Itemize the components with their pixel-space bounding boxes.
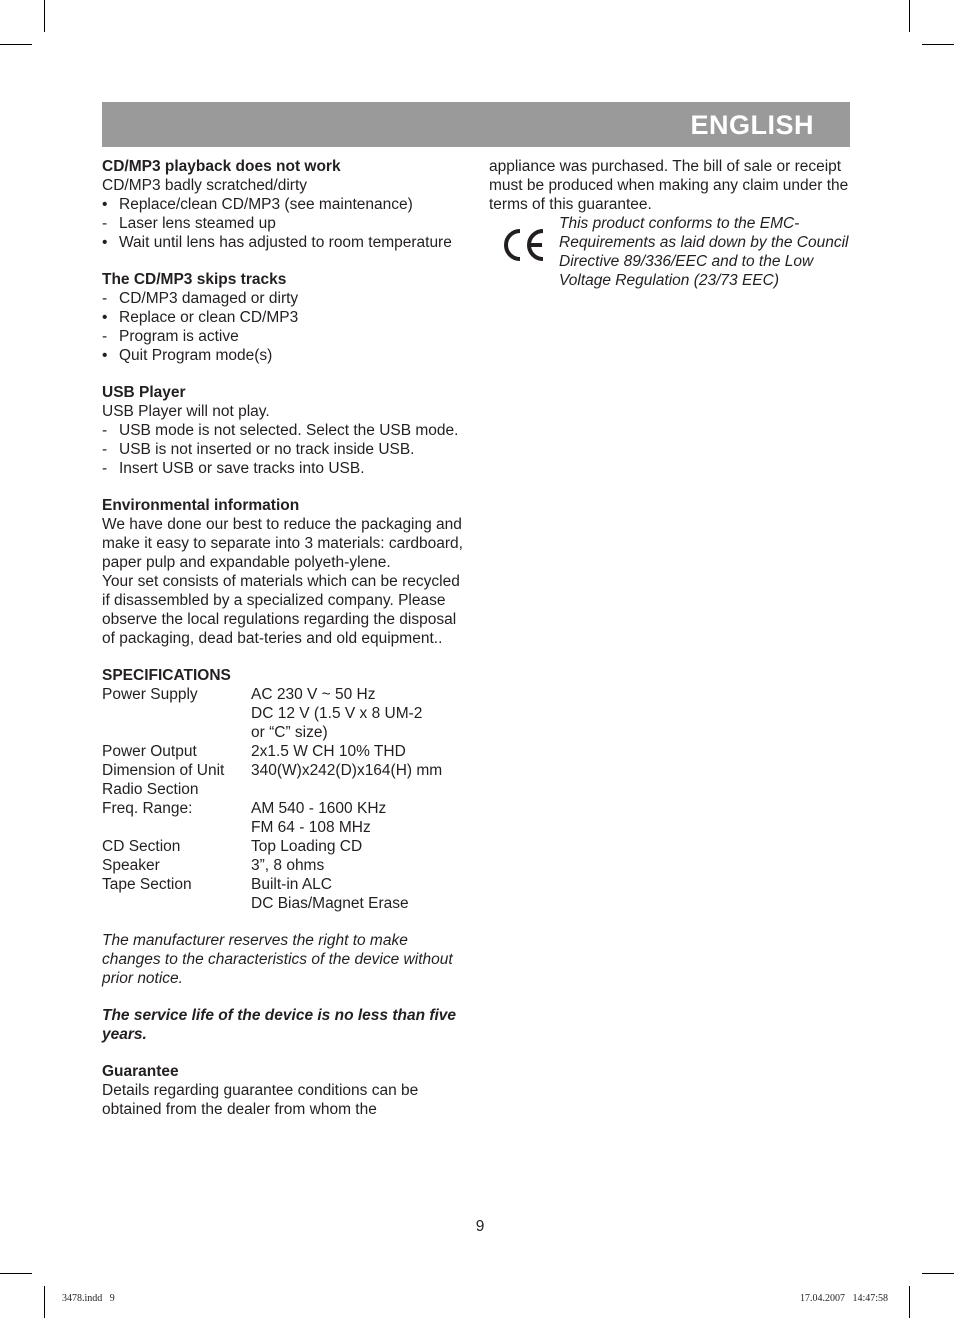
section-heading: Guarantee [102, 1063, 179, 1080]
spec-row [102, 780, 464, 799]
ce-mark-icon [501, 226, 547, 264]
spec-label: Power Output [102, 743, 197, 760]
crop-mark [44, 0, 45, 32]
list-item-text: Laser lens steamed up [119, 215, 276, 232]
bullet-mark: • [102, 309, 108, 326]
spec-label: CD Section [102, 838, 181, 855]
spec-row [102, 856, 464, 875]
bullet-mark: • [102, 234, 108, 251]
bullet-mark: • [102, 347, 108, 364]
list-item-text: Replace/clean CD/MP3 (see maintenance) [119, 196, 413, 213]
crop-mark [0, 44, 32, 45]
spec-row [102, 685, 464, 704]
spec-value: 3”, 8 ohms [251, 857, 325, 874]
left-column [102, 157, 464, 1137]
spec-row [102, 818, 464, 837]
crop-mark [0, 1273, 32, 1274]
ce-block [489, 214, 851, 309]
section-guarantee [102, 1062, 464, 1119]
right-column [489, 157, 851, 309]
spec-value: DC Bias/Magnet Erase [251, 895, 409, 912]
list-item [102, 195, 464, 214]
paragraph: Details regarding guarantee conditions can be obtained from the dealer from whom the [102, 1082, 419, 1118]
list-item-text: USB mode is not selected. Select the USB mode. [119, 422, 459, 439]
spec-row [102, 875, 464, 894]
crop-mark [922, 44, 954, 45]
spec-table [102, 685, 464, 913]
dash-mark: - [102, 328, 108, 345]
list-item [102, 233, 464, 252]
spec-value: 340(W)x242(D)x164(H) mm [251, 762, 443, 779]
slug-filename: 3478.indd 9 [62, 1293, 115, 1304]
list-item-text: USB is not inserted or no track inside USB. [119, 441, 415, 458]
spec-value: AM 540 - 1600 KHz [251, 800, 387, 817]
slug-timestamp: 17.04.2007 14:47:58 [799, 1293, 888, 1304]
spec-row [102, 704, 464, 723]
section-heading: USB Player [102, 384, 186, 401]
dash-mark: - [102, 290, 108, 307]
header-banner [102, 102, 850, 147]
section-heading: Environmental information [102, 497, 300, 514]
spec-label: Power Supply [102, 686, 198, 703]
spec-label [102, 894, 251, 913]
spec-value: DC 12 V (1.5 V x 8 UM-2 [251, 705, 423, 722]
spec-label: Dimension of Unit [102, 762, 225, 779]
section-heading: SPECIFICATIONS [102, 667, 231, 684]
list-item [102, 308, 464, 327]
page-number: 9 [475, 1218, 485, 1235]
dash-mark: - [102, 441, 108, 458]
ce-conformity-text: This product conforms to the EMC-Requirements as laid down by the Council Directive 89/336/EEC and to the Low Voltage Regulation (23/73 EEC) [559, 215, 849, 289]
section-cd-playback [102, 157, 464, 252]
crop-mark [909, 1286, 910, 1318]
section-specifications [102, 666, 464, 913]
service-life-note: The service life of the device is no less than five years. [102, 1007, 457, 1043]
manufacturer-note: The manufacturer reserves the right to make changes to the characteristics of the device without prior notice. [102, 932, 453, 987]
section-skips [102, 270, 464, 365]
spec-value: AC 230 V ~ 50 Hz [251, 686, 376, 703]
list-item [102, 459, 464, 478]
page-title: ENGLISH [690, 110, 814, 140]
spec-label: Tape Section [102, 876, 192, 893]
spec-value: Top Loading CD [251, 838, 363, 855]
list-item-text: Insert USB or save tracks into USB. [119, 460, 365, 477]
spec-row [102, 894, 464, 913]
list-item [102, 289, 464, 308]
paragraph: Your set consists of materials which can be recycled if disassembled by a specialized company. Please observe the local regulations regarding the disposal of packaging, dead bat-teries and old equipment.. [102, 573, 460, 647]
paragraph: appliance was purchased. The bill of sale or receipt must be produced when making any claim under the terms of this guarantee. [489, 158, 849, 213]
crop-mark [909, 0, 910, 32]
spec-value: or “C” size) [251, 724, 328, 741]
spec-label [102, 723, 251, 742]
spec-value: Built-in ALC [251, 876, 332, 893]
dash-mark: - [102, 460, 108, 477]
spec-value [251, 780, 464, 799]
dash-mark: - [102, 215, 108, 232]
list-item [102, 327, 464, 346]
spec-value: 2x1.5 W CH 10% THD [251, 743, 406, 760]
dash-mark: - [102, 422, 108, 439]
spec-row [102, 761, 464, 780]
list-item-text: Quit Program mode(s) [119, 347, 273, 364]
section-intro: CD/MP3 badly scratched/dirty [102, 177, 308, 194]
list-item-text: Wait until lens has adjusted to room temperature [119, 234, 452, 251]
section-intro: USB Player will not play. [102, 403, 270, 420]
section-heading: The CD/MP3 skips tracks [102, 271, 287, 288]
spec-label: Freq. Range: [102, 800, 193, 817]
list-item [102, 214, 464, 233]
list-item [102, 421, 464, 440]
spec-value: FM 64 - 108 MHz [251, 819, 371, 836]
spec-label [102, 818, 251, 837]
spec-row [102, 837, 464, 856]
bullet-mark: • [102, 196, 108, 213]
list-item [102, 346, 464, 365]
list-item-text: Replace or clean CD/MP3 [119, 309, 299, 326]
section-heading: CD/MP3 playback does not work [102, 158, 341, 175]
list-item [102, 440, 464, 459]
paragraph: We have done our best to reduce the packaging and make it easy to separate into 3 materials: cardboard, paper pulp and expandable polyeth-ylene. [102, 516, 463, 571]
list-item-text: Program is active [119, 328, 239, 345]
spec-label: Speaker [102, 857, 160, 874]
spec-label: Radio Section [102, 781, 199, 798]
spec-row [102, 799, 464, 818]
list-item-text: CD/MP3 damaged or dirty [119, 290, 299, 307]
spec-label [102, 704, 251, 723]
section-usb [102, 383, 464, 478]
spec-row [102, 723, 464, 742]
crop-mark [44, 1286, 45, 1318]
spec-row [102, 742, 464, 761]
crop-mark [922, 1273, 954, 1274]
section-environment [102, 496, 464, 648]
